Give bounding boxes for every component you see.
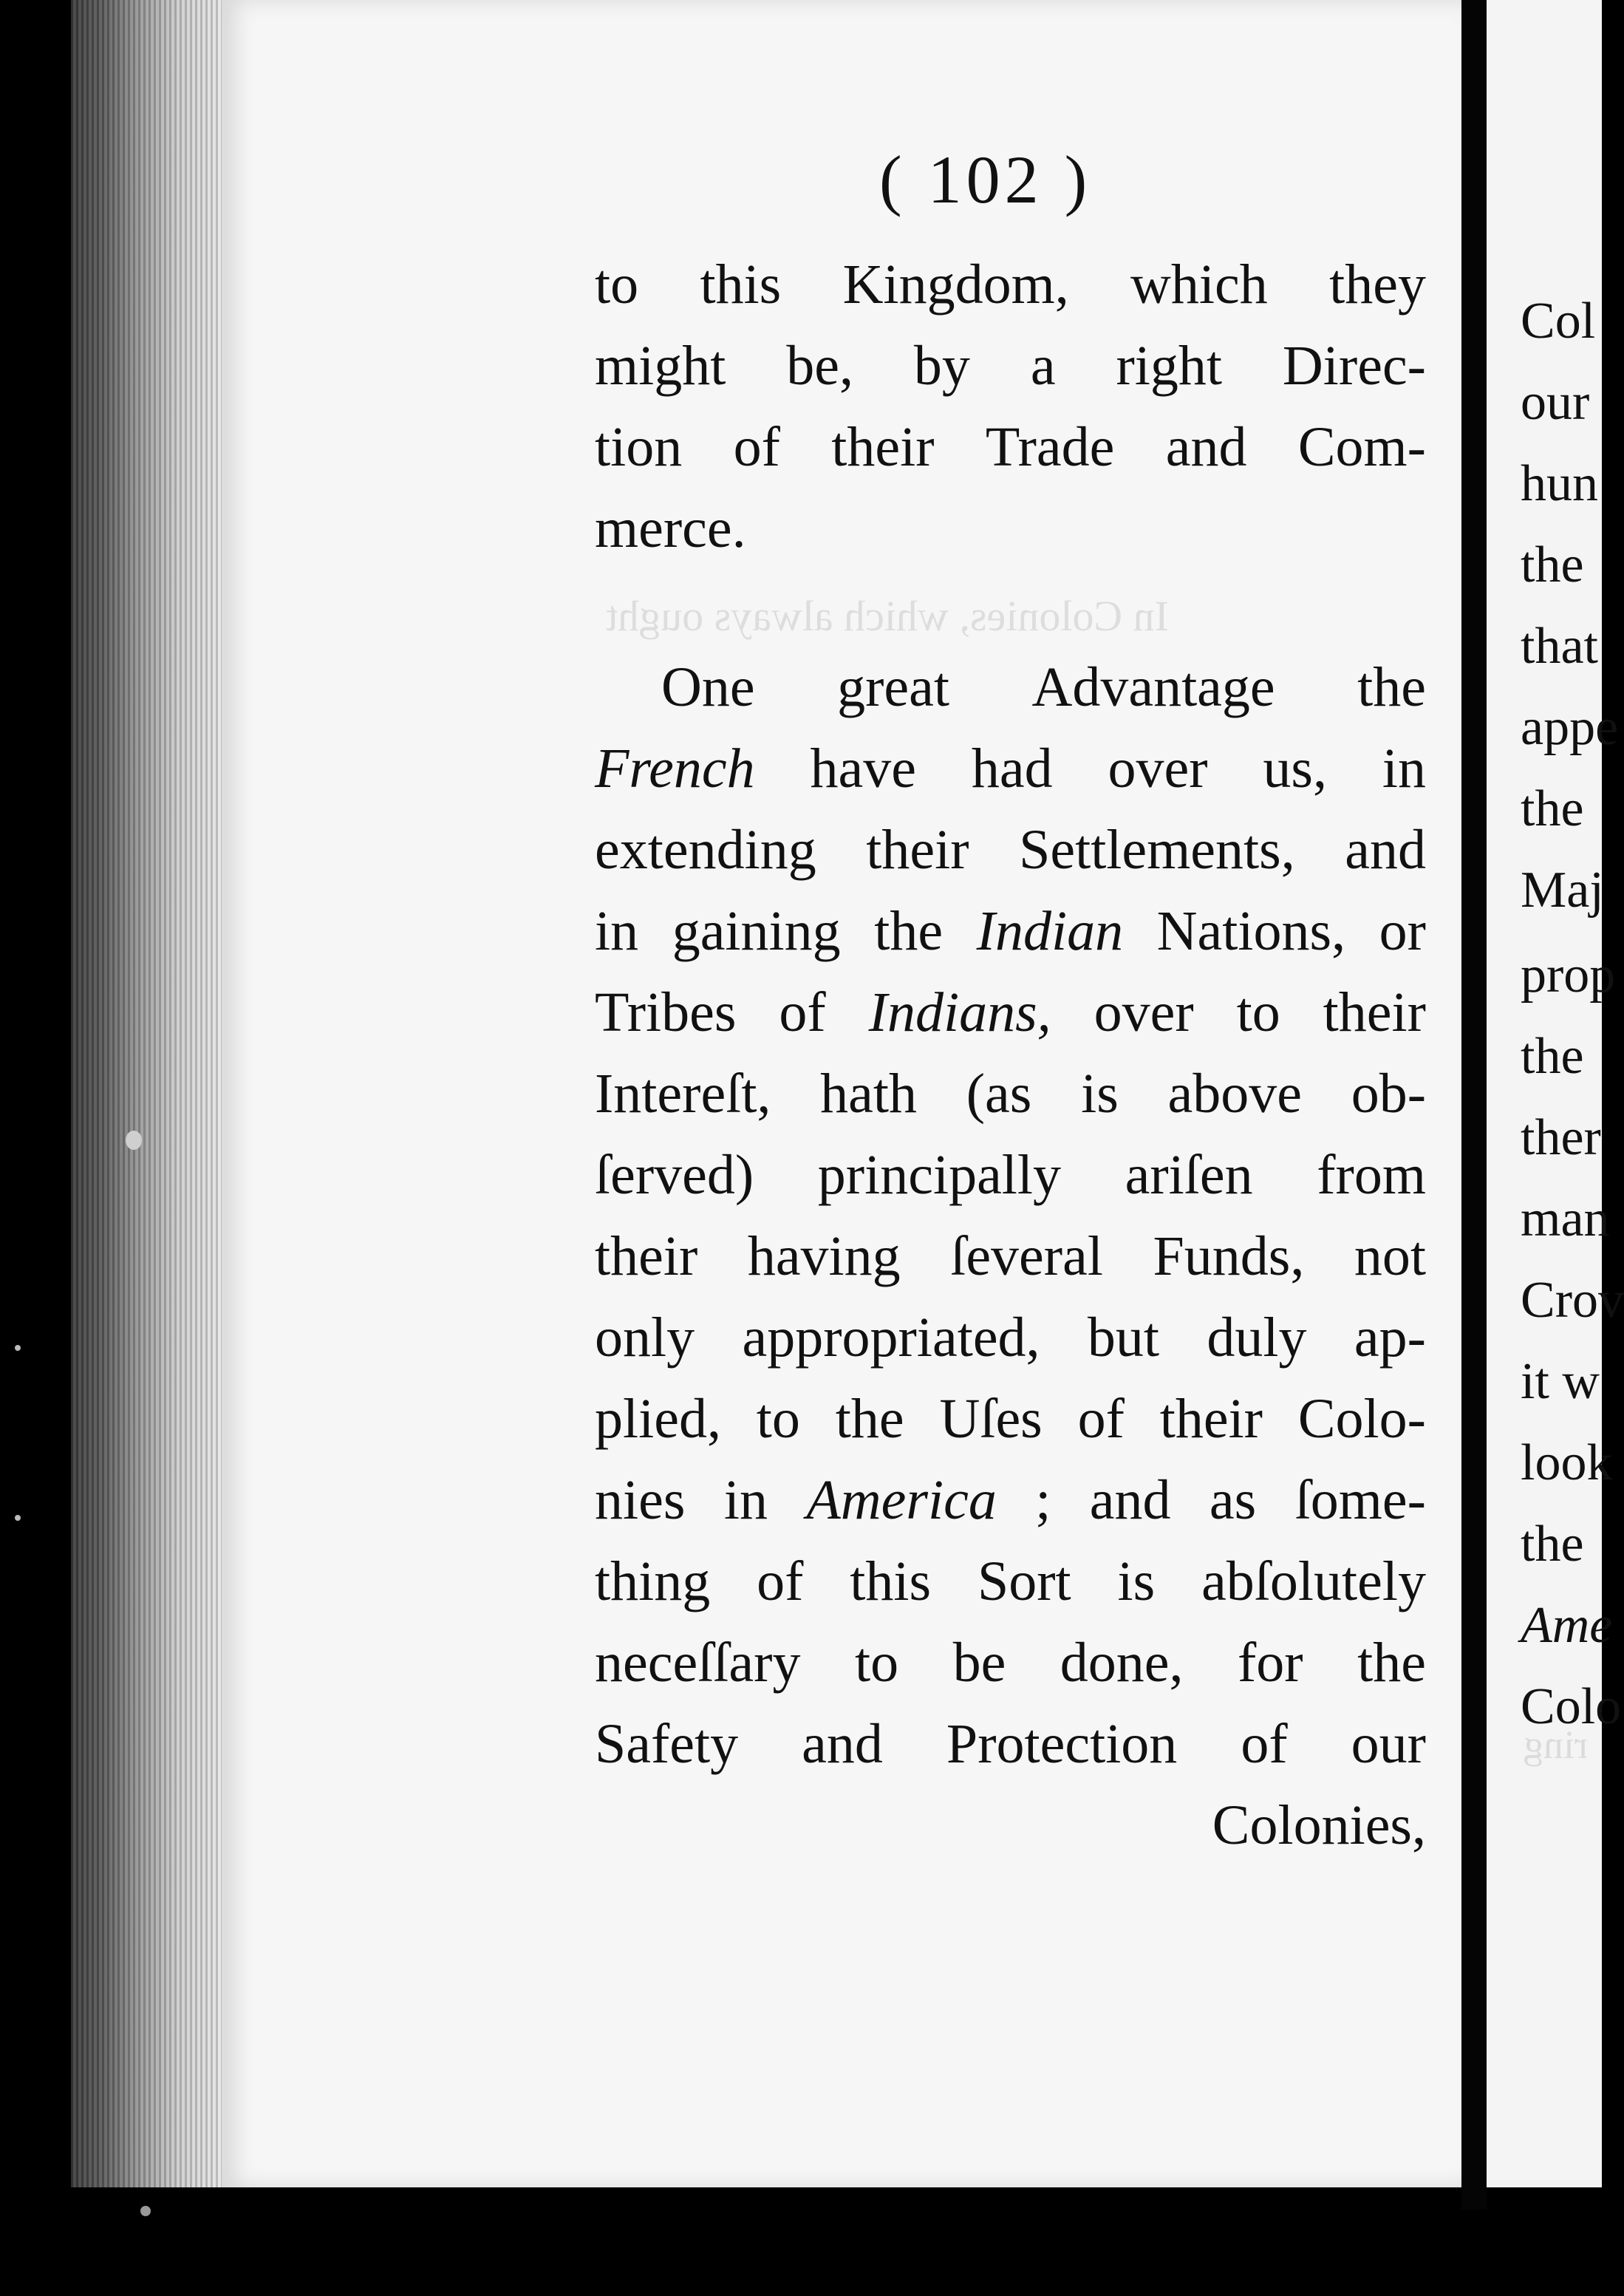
word: great [837,656,949,718]
word: Nations, [1156,900,1346,962]
word: in [595,900,639,962]
word: Com- [1297,416,1426,478]
word: tion [595,416,683,478]
word: nies [595,1469,686,1531]
word: their [866,819,969,881]
word: Uſes [939,1388,1043,1450]
word: Intereſt, [595,1063,771,1125]
text-line [595,1622,1426,1703]
word: above [1167,1063,1302,1125]
word: for [1238,1632,1303,1694]
word: French [595,737,755,800]
word: they [1329,253,1426,316]
word: ap- [1354,1307,1426,1369]
facing-page-fragment: it w [1521,1353,1600,1410]
word: to [1236,981,1280,1043]
word: ſerved) [595,1144,754,1206]
facing-page-fragment: prop [1521,947,1616,1004]
word: be, [786,335,853,397]
word: gaining [672,900,841,962]
word: plied, [595,1388,721,1450]
word: to [854,1632,899,1694]
facing-page-fragment: that [1521,618,1598,675]
word: Settlements, [1019,819,1295,881]
word: abſolutely [1201,1550,1426,1612]
word: only [595,1307,695,1369]
word: our [1351,1713,1426,1775]
facing-page-fragment: Ame [1521,1597,1613,1654]
word: appropriated, [742,1307,1040,1369]
word: the [874,900,944,962]
text-line [595,488,1426,569]
word: done, [1060,1632,1184,1694]
word: hath [820,1063,918,1125]
text-line [595,406,1426,488]
word: from [1317,1144,1426,1206]
word: Sort [977,1550,1071,1612]
word: One [661,656,755,718]
word: as [1209,1469,1257,1531]
word: might [595,335,726,397]
facing-page-fragment: Col [1521,293,1596,350]
word: of [733,416,780,478]
word: or [1379,900,1426,962]
word: by [913,335,970,397]
facing-page-fragment: man [1521,1190,1610,1247]
text-line [595,1297,1426,1378]
text-line [595,244,1426,325]
word: Funds, [1153,1225,1305,1287]
bleed-through-text: co [613,2247,654,2295]
word: Tribes [595,981,737,1043]
text-line [595,728,1426,809]
word: Indian [976,900,1124,962]
word: over [1094,981,1194,1043]
text-line [595,1378,1426,1459]
word: Trade [985,416,1115,478]
facing-page-fragment: the [1521,1516,1584,1573]
word: of [757,1550,804,1612]
word: of [1241,1713,1288,1775]
facing-page-fragment: our [1521,374,1590,431]
text-line [595,1134,1426,1216]
word: and [1089,1469,1171,1531]
word: of [779,981,826,1043]
facing-page-fragment: hun [1521,455,1598,512]
bleed-through-text: ring [1524,1723,1588,1767]
word: the [1357,656,1426,718]
facing-page-fragment: appe [1521,699,1619,756]
paragraph-2 [595,647,1426,1785]
text-line [595,972,1426,1053]
word: is [1081,1063,1119,1125]
word: extending [595,819,816,881]
word: of [1077,1388,1125,1450]
word: which [1130,253,1268,316]
word: their [1323,981,1426,1043]
catchword-line [595,1785,1426,1866]
word: but [1087,1307,1160,1369]
text-line [595,1703,1426,1785]
text-line [595,1053,1426,1134]
page-stack-edge [71,0,226,2187]
scan-speck [140,2206,151,2216]
word: and [1345,819,1426,881]
word: have [810,737,916,800]
facing-page-fragment: Colo [1521,1678,1622,1735]
word: America [806,1469,997,1531]
word: Safety [595,1713,739,1775]
word: to [595,253,639,316]
text-line [595,1541,1426,1622]
facing-page-fragment: the [1521,1028,1584,1085]
word: neceſſary [595,1632,801,1694]
word: a [1030,335,1056,397]
facing-page-fragment: Maj [1521,862,1604,919]
word: ob- [1351,1063,1426,1125]
word: ; [1035,1469,1051,1531]
word: right [1116,335,1222,397]
word: over [1108,737,1208,800]
book-gutter [1461,0,1487,2210]
facing-page-fragment: ther [1521,1109,1601,1166]
word: in [723,1469,768,1531]
word: Advantage [1031,656,1275,718]
word: having [747,1225,901,1287]
text-line [595,890,1426,972]
text-line [595,809,1426,890]
word: (as [966,1063,1032,1125]
word: Direc- [1282,335,1426,397]
facing-page-fragment: look [1521,1434,1613,1491]
word: ſeveral [950,1225,1103,1287]
word: their [595,1225,698,1287]
bleed-through-text: In Colonies, which always ought [606,592,1169,640]
text-line [595,1459,1426,1541]
scan-speck [126,1131,142,1150]
text-line [595,647,1426,728]
word: their [1159,1388,1263,1450]
word: duly [1207,1307,1307,1369]
text-line [595,325,1426,406]
word: this [850,1550,932,1612]
word: thing [595,1550,711,1612]
word: Kingdom, [842,253,1069,316]
facing-page-fragment: the [1521,536,1584,593]
word: this [700,253,782,316]
word: us, [1263,737,1327,800]
word: be [952,1632,1006,1694]
word: merce. [595,497,746,559]
facing-page-fragment: Crov [1521,1272,1624,1329]
word: the [835,1388,904,1450]
scan-speck [15,1345,21,1351]
word: Colo- [1297,1388,1426,1450]
word: in [1382,737,1426,800]
word: the [1357,1632,1426,1694]
word: to [756,1388,800,1450]
word: their [831,416,935,478]
text-line [595,1216,1426,1297]
catchword: Colonies, [1212,1794,1426,1856]
word: principally [817,1144,1062,1206]
word: Indians, [868,981,1051,1043]
scan-speck [15,1515,21,1521]
word: Protection [946,1713,1178,1775]
word: ſome- [1294,1469,1426,1531]
paragraph-1 [595,244,1426,569]
word: and [802,1713,883,1775]
word: is [1117,1550,1156,1612]
word: not [1354,1225,1426,1287]
word: ariſen [1125,1144,1253,1206]
word: and [1165,416,1247,478]
facing-page-fragment: the [1521,780,1584,837]
page-number: ( 102 ) [879,142,1092,217]
word: had [971,737,1053,800]
